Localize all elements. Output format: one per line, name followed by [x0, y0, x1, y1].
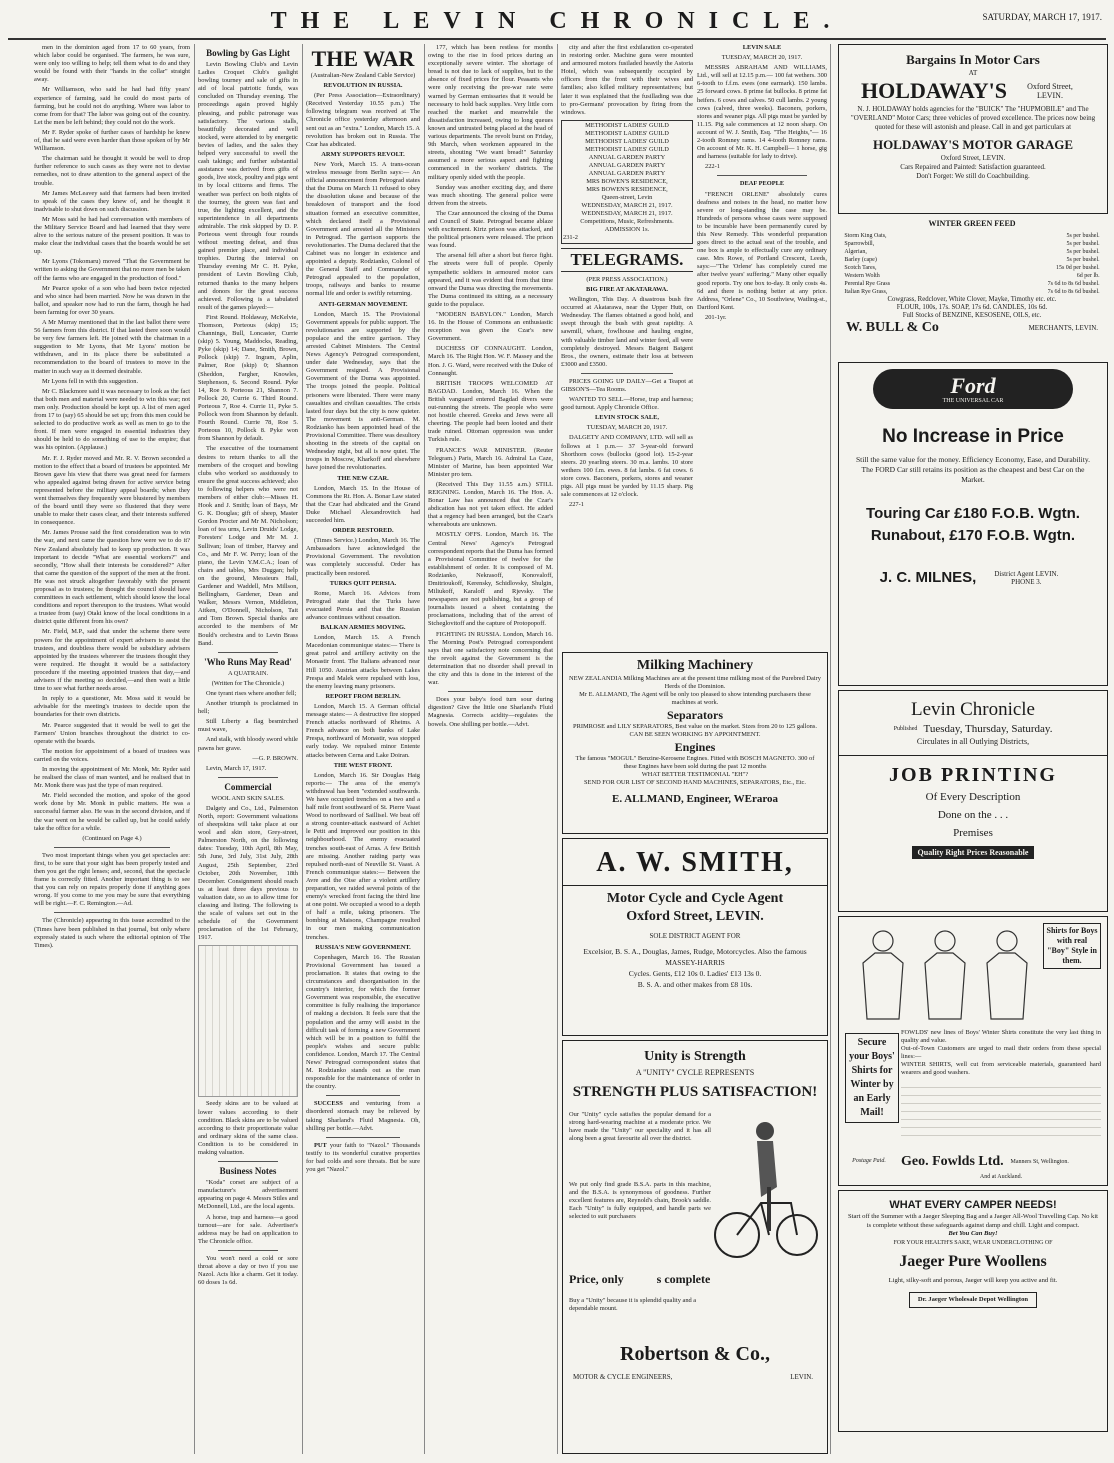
divider: [54, 847, 170, 848]
divider: [54, 912, 170, 913]
advert-lead: SUCCESS: [314, 1100, 343, 1108]
article-paragraph: city and after the first exhilaration co-operated in restoring order. Machine guns were mounted and armoured motors fusiladed heavily the Astoria Hotel, which was subsequently occupied by officers from the front with their wives and families; also killed military representatives; but later it was explained that the fusillading was due to pro-Germans' provocation by firing from the windows.: [561, 44, 693, 116]
guild-line: WEDNESDAY, MARCH 21, 1917.: [581, 201, 673, 209]
newspaper-title: THE LEVIN CHRONICLE.: [270, 8, 844, 34]
deaf-text: "FRENCH ORLENE" absolutely cures deafness and noises in the head, no matter how severe or long-standing the case may be. Hundreds of persons whose cases were supposed to be incurable have been permanently cured by this New Remedy. This wonderful preparation goes direct to the actual seat of the trouble, and one box is ample to effectually cure any ordinary case. Mrs Rowe, of Portland Crescent, Leeds, says:—"The 'Orlene' has completely cured me after twelve years' suffering." Many other equally good reports. Try one box to-day. It only costs 4s. 6d and there is nothing better at any price. Address, "Orlene" Co., 10 Southview, Watling-st., Dartford Kent.: [697, 190, 827, 311]
smith-cycles: Cycles. Gents, £12 10s 0. Ladies' £13 13s 0.: [628, 969, 762, 978]
article-paragraph: Mr. Field, M.P., said that under the scheme there were powers for the appointment of expert advisers to assist the trustees, and doubtless there would be subsidiary advisers appointed by the trustees wherever the trustees thought they were required. He thought it would be a satisfactory procedure if the meeting appointed trustees that day,—and advisers if the meeting so decided,—and then wait a little time to see what further needs arose.: [34, 628, 190, 693]
article-paragraph: A Mr Murray mentioned that in the last ballot there were 56 farmers from this district. If that lasted there soon would be very few farmers left. He joined with the chairman in a suggestion to Mr Lyons, that Mr Lyons' motion be withdrawn, and in its place there be substituted a recommendation to the board of trustees to move in the matter in such way as it deemed desirable.: [34, 319, 190, 375]
holdaway-at: AT: [968, 69, 978, 77]
article-paragraph: FRANCE'S WAR MINISTER. (Reuter Telegram.) Paris, March 16. Admiral La Caze, Minister of Marine, has been appointed War Minister pro tem.: [428, 446, 553, 478]
column-6: [697, 44, 827, 644]
feed-line: Cowgrass, Redclover, White Clover, Mayke, Timothy etc. etc.: [887, 296, 1057, 303]
article-paragraph: The chairman said he thought it would be well to drop further reference to such cases as they were not to devise remedies, not to draw attention to the general aspect of the trouble.: [34, 155, 190, 187]
smith-cycle-ad: [562, 838, 828, 1036]
divider: [448, 691, 533, 692]
war-item-text: London, March 15. A German official message states:— A destructive fire stopped French attacks northward of Rheims. A French advance on both banks of Lake Prespa, northward of Monastir, was stopped early today. We repulsed minor Entente attacks between Cerna and Lake Doiran.: [306, 702, 420, 759]
article-paragraph: Mr Moss said he had had conversation with members of the Military Service Board and had learned that they were alive to the serious nature of the present position. It was to make clear the individual cases that the boards would be set up.: [34, 215, 190, 256]
bowling-results: First Round. Holdaway, McKelvie, Thomson, Porteous (skip) 15; Channings, Bull, Loncaster, Currie (skip) 5. Young, Maddocks, Reading, Pyke (skip) 14; Dane, Smith, Brown, Pollock (skip) 7. Ingram, Aplin, Palmer, Roe (skip) 0; Shannon (Sheddon, Fargher, Knowles, Stephenson, 6. Second Round. Pyke 14, Roe 9. Porteous 21, Shannon 7. Pollock 20, Currie 6. Third Round. Porteous 7, Roe 4. Currie 11, Pyke 5. Pollock won from Shannon by default. Fourth Round. Currie 78, Roe 5. Porteous 10, Pollock 8. Pyke won from Shannon by default.: [198, 313, 298, 443]
ford-text: Still the same value for the money. Efficiency Economy, Ease, and Durability. The FORD Car still retains its position as the cheapest and best Car on the Market.: [856, 455, 1090, 484]
milking-footer: E. ALLMAND, Engineer, WEraroa: [611, 793, 779, 805]
article-paragraph: 177, which has been restless for months owing to the rise in food prices during an exceptionally severe winter. The shortage of bread is not due to lack of supplies, but to the absence of fixed prices for flour. Peasants who were only receiving the pre-war rate were warned by German emissaries that it would be necessary to hold back supplies. Very little corn reached the market and meanwhile the dissatisfaction increased, owing to long queues known and untrusted being placed at the head of various departments. The revolt burst on Friday, 9th March, when workmen appeared in the streets, shouting "We want bread!" Saturday assumed a more serious aspect and fighting commenced in the workers' districts. The military openly sided with the people.: [428, 44, 553, 181]
smith-agent: SOLE DISTRICT AGENT FOR: [649, 932, 741, 940]
article-paragraph: Mr. Pearce suggested that it would be well to get the Farmers' Union branches throughout the district to co-operate with the boards.: [34, 721, 190, 745]
war-item-heading: REPORT FROM BERLIN.: [325, 692, 401, 700]
skins-paragraph: Seedy skins are to be valued at lower values according to their condition. Black skins are to be valued according to their proportionate value and ordinary skins of the same class. Condition is to be considered in making valuation.: [198, 1100, 298, 1157]
sale-text: MESSRS ABRAHAM AND WILLIAMS, Ltd., will sell at 12.15 p.m.— 100 fat wethers. 300 6-tooth to f.f.m. ewes (one earmark). 150 lambs. 25 forward cows. 8 prime fat bullocks. 8 prime fat heifers. 6 cows and calves. 50 cull lambs. 2 young cows (calved, three weeks). Baconers, porkers, stores and weaner pigs. All pigs must be yarded by 11.15. Pig sale commences at 12 noon sharp. On account of W. J. Smith, Esq. "The Heights,"— 16 2-tooth Romney rams. 14 4-tooth Romney rams. On account of Mr. K. H. Campbell— 1 horse, gig and harness (suitable for lady to drive).: [697, 64, 827, 161]
divider: [218, 1161, 278, 1162]
column-2: [198, 44, 298, 1454]
holdaway-street: Oxford Street, LEVIN.: [1027, 82, 1073, 100]
feed-price: 7s 6d to 8s 6d bushel.: [1047, 281, 1100, 287]
fowlds-text: Out-of-Town Customers are urged to mail their orders from these special lines:—: [901, 1045, 1101, 1060]
ford-agent: J. C. MILNES,: [879, 569, 977, 586]
milking-line: NEW ZEALANDIA Milking Machines are at the present time milking most of the Purebred Dairy Herds of the Dominion.: [569, 675, 821, 690]
holdaway-garage: HOLDAWAY'S MOTOR GARAGE: [872, 137, 1074, 152]
fire-heading: BIG FIRE AT AKATARAWA.: [586, 285, 668, 293]
unity-text: We put only find grade B.S.A. parts in this machine, and the B.S.A. is synonymous of goodness. Further excellent features are, Reynold's chain, Brook's saddle. Each "Unity" is fully equipped, and handle parts we selected to suit purchasers: [569, 1181, 711, 1220]
job-line: Of Every Description: [925, 791, 1021, 803]
engines-title: Engines: [674, 740, 716, 754]
masthead-rule: [8, 38, 1106, 40]
fowlds-sub: And at Auckland.: [979, 1174, 1023, 1180]
article-paragraph: Mr. James Prouse said the first consideration was to win the war, and next came the question how were we to do it? New Zealand absolutely had to keep up production. It was important to decide "What are essential workers?" and secondly, "How shall their interests be considered?" After that came the question of the support of the men at the front. He was not struck altogether favorably with the present proposal as to trustees; he thought the council should have committees in each settlement, which should know the local conditions and report thereupon to the trustees. What would a trustee from (say) Otaki know of the local conditions in a district quite different from his own?: [34, 529, 190, 626]
war-subheading: (Australian-New Zealand Cable Service): [310, 72, 416, 79]
feed-price: 5s per bushel.: [1066, 233, 1100, 239]
jaeger-brand: Jaeger Pure Woollens: [899, 1253, 1047, 1270]
article-paragraph: Mr. F. J. Ryder moved and Mr. R. V. Brown seconded a motion to the effect that a board of trustees be appointed. Mr Brown gave his view that there was great need for farmers who appealed against being drawn for active service being represented before the military appeal boards; when they went themselves they frequently were blustered by members of the board until they were so flustered that they were unable to make their cases clear, and their interests suffered in consequence.: [34, 454, 190, 527]
feed-heading: WINTER GREEN FEED: [928, 219, 1016, 228]
article-paragraph: MOSTLY OFFS. London, March 16. The Central News' Agency's Petrograd correspondent reports that the Duma has formed a Provisional Committee of twelve for the establishment of order. It is composed of M. Rodzianko, Nekrasoff, Konovaloff, Dmitrioukoff, Kerensky, Schidlovsky, Shulgin, Miliukoff, Karaloff and Rjevsky. The newspapers are not publishing, but a group of journalists issued a sheet containing the proclamations, including that of the arrest of Stcheglovitoff and the capture of Protopopoff.: [428, 531, 553, 628]
guild-line: MRS BOWEN'S RESIDENCE,: [586, 185, 668, 193]
business-paragraph: "Koda" corset are subject of a manufacturer's advertisement appearing on page 4. Messrs Stiles and McDonnell, Ltd., are the local agents.: [198, 1179, 298, 1211]
commercial-paragraph: Dalgety and Co., Ltd., Palmerston North, report: Government valuations of sheepskins will take place at our wool and skin store, Grey-street, Palmerston North, on the following dates: Tuesday, 10th April, 8th May, 5th June, 3rd July, 31st July, 28th August, 25th September, 23rd October, 20th November, 18th December. Consignment should reach us at least three days previous to valuation date, so as to allow time for classing and listing. The following is the scale of values set out in the schedule of the Government proclamation of the 1st February, 1917.: [198, 804, 298, 942]
milking-title: Milking Machinery: [636, 658, 754, 673]
poem-subtitle: A QUATRAIN.: [227, 669, 269, 677]
article-paragraph: Mr James McLeavey said that farmers had been invited to speak of the cases they knew of, and he thought it inadvisable to shut down on such discussion.: [34, 189, 190, 213]
fowlds-size-table: [901, 1080, 1101, 1142]
holdaway-motor-ad: [838, 44, 1108, 214]
fowlds-secure: Secure your Boys' Shirts for Winter by an Early Mail!: [845, 1033, 899, 1123]
camper-small: Light, silky-soft and porous, Jaeger will keep you active and fit.: [888, 1277, 1058, 1284]
divider: [717, 175, 807, 176]
article-paragraph: men in the dominion aged from 17 to 60 years, from which labor could be organised. The farmers, he was sure, were only too willing to help; tell them what to do and they would be found with their "hands in the collar" straight away.: [34, 44, 190, 84]
jaeger-depot: Dr. Jaeger Wholesale Depot Wellington: [909, 1292, 1037, 1309]
poem-line: One tyrant rises where another fell;: [206, 689, 297, 697]
war-item-text: London, March 16. Sir Douglas Haig reports:— The area of the enemy's withdrawal has been "extended southwards. We have occupied trenches on a two and a half mile front southward of St. Pierre Vaast Wood to northward of Saillisel. We beat off a strong counter-attack eastward of Achiet le Petit and improved our position in this neighbourhood. The enemy evacuated trenches south-east of Arras. A few British are missing. Another raiding party was repulsed north-east of Neuville St. Vaast. A French communique states:— Between the Avre and the Oise after a violent artillery preparation, we raided several points of the enemy's wrecked front facing the third line at one point. We occupied a wood to a depth of half a mile, taking prisoners. The bombing at Maisons, Champagne resulted in our men making communication trenches.: [306, 771, 420, 941]
divider: [326, 1095, 400, 1096]
camper-headline: WHAT EVERY CAMPER NEEDS!: [889, 1199, 1057, 1211]
ford-logo: [873, 369, 1073, 409]
guild-line: METHODIST LADIES' GUILD: [585, 121, 669, 129]
guild-line: ANNUAL GARDEN PARTY: [588, 161, 666, 169]
war-heading: THE WAR: [311, 46, 415, 71]
smith-brands: Excelsior, B. S. A., Douglas, James, Rudge, Motorcycles. Also the famous MASSEY-HARRIS: [583, 947, 807, 967]
job-quality: Quality Right Prices Reasonable: [912, 846, 1035, 859]
article-paragraph: (Received This Day 11.55 a.m.) STILL REIGNING. London, March 16. The Hon. A. Bonar Law has announced that the Czar's abdication has not yet taken effect. He added that a regency had been arranged, but the Czar's whereabouts are unknown.: [428, 480, 553, 529]
milking-machinery-ad: [562, 652, 828, 834]
fowlds-text: FOWLDS' new lines of Boys' Winter Shirts constitute the very last thing in quality and value.: [901, 1029, 1101, 1044]
war-item-text: London, March 15. A French Macedonian communique states:— There is great patrol and artillery activity on the Monastir front. The Italians advanced near Hill 1050. Austrian attacks between Lakes Prespa and Malek were repulsed with loss, the enemy leaving many prisoners.: [306, 634, 420, 690]
war-item-heading: ARMY SUPPORTS REVOLT.: [321, 150, 405, 158]
business-heading: Business Notes: [219, 1166, 277, 1177]
poem-heading: 'Who Runs May Read': [204, 656, 292, 667]
guild-line: Queen-street, Levin: [601, 193, 653, 201]
stock-sale-date: TUESDAY, MARCH 20, 1917.: [586, 424, 668, 432]
unity-cycle-ad: [562, 1040, 828, 1454]
article-paragraph: Mr Lyons (Tokomaru) moved "That the Government be written to asking the Government that no more men be taken off the farms who are engaged in the production of food.": [34, 258, 190, 282]
separators-line: CAN BE SEEN WORKING BY APPOINTMENT.: [629, 731, 761, 738]
camper-text: Start off the Summer with a Jaeger Sleeping Bag and a Jaeger All-Wool Travelling Cap. No kit is complete without these safeguards against damp and chill. Light and compact.: [847, 1213, 1099, 1229]
feed-price: 6d per lb.: [1076, 273, 1100, 279]
article-paragraph: DUCHESS OF CONNAUGHT. London, March 16. The Right Hon. W. F. Massey and the Hon. J. G. Ward, were received with the Duke of Connaught.: [428, 345, 553, 377]
article-paragraph: Mr Lyons fell in with this suggestion.: [42, 377, 139, 385]
guild-ref: 231-2: [563, 233, 578, 241]
war-item-heading: BALKAN ARMIES MOVING.: [320, 624, 406, 632]
unity-buy: Buy a "Unity" because it is splendid quality and a dependable mount.: [569, 1297, 697, 1312]
sale-heading: LEVIN SALE: [742, 44, 782, 51]
guild-notice: [561, 120, 693, 244]
poem-author: —G. P. BROWN.: [252, 754, 298, 762]
holdaway-garage-address: Oxford Street, LEVIN.: [940, 154, 1006, 162]
sale-date: TUESDAY, MARCH 20, 1917.: [721, 54, 803, 62]
ford-runabout: Runabout, £170 F.O.B. Wgtn.: [870, 527, 1076, 544]
guild-line: WEDNESDAY, MARCH 21, 1917.: [581, 209, 673, 217]
ford-logo-sub: THE UNIVERSAL CAR: [942, 398, 1004, 404]
smith-line: Oxford Street, LEVIN.: [626, 909, 764, 924]
feed-price: 5s per bushel.: [1066, 249, 1100, 255]
column-1: [34, 44, 190, 1454]
camper-bet: Bet You Can Buy!: [948, 1230, 998, 1237]
ford-logo-text: Ford: [950, 373, 996, 398]
holdaway-repair: Cars Repaired and Painted: Satisfaction guaranteed.: [900, 163, 1046, 171]
war-item-heading: RUSSIA'S NEW GOVERNMENT.: [315, 943, 411, 951]
smith-name: A. W. SMITH,: [596, 847, 794, 878]
engines-line: The famous "MOGUL" Benzine-Kerosene Engines. Fitted with BOSCH MAGNETO. 300 of these Engines have been sold during the past 12 months: [575, 755, 815, 770]
job-printing: JOB PRINTING: [889, 764, 1057, 786]
winter-feed-ad: [838, 216, 1106, 356]
holdaway-text: N. J. HOLDAWAY holds agencies for the "BUICK" The "HUPMOBILE" and The "OVERLAND" Motor Cars; three vehicles of proved excellence. The prices now being quoted for these will astonish and please. Call in and get particulars at: [850, 105, 1096, 131]
nazol-ad: You won't need a cold or sore throat above a day or two if you use Nazol. Acts like a charm. Get it today. 60 doses 1s 6d.: [198, 1254, 298, 1287]
separators-line: PRIMROSE and LILY SEPARATORS, Best value on the market. Sizes from 20 to 125 gallons.: [573, 723, 817, 730]
guild-line: MRS BOWEN'S RESIDENCE,: [586, 177, 668, 185]
commercial-heading: Commercial: [224, 781, 272, 792]
poem-line: And stalk, with bloody sword while pawns her grave.: [198, 736, 298, 752]
fowlds-name: Geo. Fowlds Ltd.: [901, 1154, 1004, 1169]
feed-item: Perenial Rye Grass: [844, 281, 891, 287]
telegrams-sub: (PER PRESS ASSOCIATION.): [586, 275, 668, 283]
feed-item: Storm King Oats,: [844, 233, 887, 239]
poem-byline: (Written for The Chronicle.): [211, 679, 285, 687]
advert-lead: PUT: [314, 1141, 327, 1149]
bowling-thanks: The executive of the tournament desires to return thanks to all the members of the croquet and bowling clubs who worked so assiduously to ensure the great success achieved; also to following helpers who were not members of either club:—Misses H. Hook and J. Smith; loan of Bays, Mr G. K. Douglas; gift of sheep, Master Gordon Procter and Mr M. Nicholson; loan of tea urns, Levin Druids' Lodge, Foresters' Lodge and Mr M. J. Sullivan; loan of timber, Harvey and Co., and Mr F. W. Perry; loan of the piano, the Levin Y.M.C.A.; loan of chairs and tables, Mrs Duggan; help on the ground, Messieurs Hall, Gardener and Waddell, Mrs Millson, Bellingham, Gardener, Dean and Walker, Messrs Vernon, Middleton, Aitken, O'Donnell, Nicholson, Tait and Tom Brown. Special thanks are accorded to the members of Mr Bould's orchestra and to Levin Brass Band.: [198, 445, 298, 647]
fowlds-postage: Postage Paid.: [852, 1158, 886, 1164]
chronicle-title: Levin Chronicle: [911, 699, 1035, 720]
war-item-heading: ANTI-GERMAN MOVEMENT.: [318, 300, 408, 308]
feed-item: Sparrowbill,: [844, 241, 875, 247]
feed-table: [843, 232, 1100, 296]
cyclist-illustration: [713, 1107, 819, 1267]
classified-ad: WANTED TO SELL—Horse, trap and harness; good turnout. Apply Chronicle Office.: [561, 396, 693, 412]
telegrams-heading: TELEGRAMS.: [561, 248, 693, 272]
camper-health: FOR YOUR HEALTH'S SAKE, WEAR UNDERCLOTHING OF: [893, 1239, 1053, 1246]
ford-headline: No Increase in Price: [882, 426, 1064, 447]
advert-text: and venturing from a disordered stomach may be relieved by taking Sharland's Fluid Magnesia. Oh, shilling per bottle.—Advt.: [306, 1100, 420, 1132]
smith-more: B. S. A. and other makes from £8 10s.: [637, 980, 753, 989]
stock-sale-text: DALGETY AND COMPANY, LTD. will sell as follows at 1 p.m.— 37 3-year-old forward Shorthorn cows (bullocks (good lot). 15-2-year steers. 20 yearling steers. 30 m.a. lambs. 10 store wethers 100 f.m. ewes. 8 fat lambs. 6 fat cows. 6 store cows. Baconers, porkers, stores and weaner pigs. All pigs must be yarded by 11.15 sharp. Pig sale commences at 12 o'clock.: [561, 434, 693, 499]
ford-touring: Touring Car £180 F.O.B. Wgtn.: [866, 505, 1080, 522]
deaf-ref: 201-1yr.: [705, 313, 727, 321]
chronicle-printing-ad: [838, 690, 1108, 912]
war-item-text: (Times Service.) London, March 16. The Ambassadors have acknowledged the Provisional Government. The revolution was completely successful. Order has practically been restored.: [306, 537, 420, 577]
unity-text: Our "Unity" cycle satisfies the popular demand for a strong hard-wearing machine at a moderate price. We have made the "Unity" our speciality and it has all along been a great favourite all over the district.: [569, 1111, 711, 1142]
column-divider: [302, 44, 303, 1454]
business-paragraph: A horse, trap and harness—a good turnout—are for sale. Advertiser's address may be had on application to The Chronicle office.: [198, 1213, 298, 1245]
war-item-text: (Per Press Association—Extraordinary) (Received Yesterday 10.55 p.m.) The following telegram was received at The Chronicle office yesterday afternoon and sent out as an "extra." London, March 15. A revolution has broken out in Russia. The Czar has abdicated.: [306, 92, 420, 148]
feed-price: 15s 0d per bushel.: [1055, 265, 1100, 271]
fowlds-shirts-ad: [838, 916, 1108, 1186]
divider: [581, 373, 673, 374]
bull-sub: MERCHANTS, LEVIN.: [1028, 324, 1098, 332]
commercial-subheading: WOOL AND SKIN SALES.: [211, 794, 285, 802]
feed-price: 5s per bushel.: [1066, 241, 1100, 247]
shirts-illustration: [845, 923, 1045, 1023]
milking-line: Mr E. ALLMAND, The Agent will be only too pleased to show intending purchasers these machines at work.: [579, 691, 811, 706]
war-item-text: Copenhagen, March 16. The Russian Provisional Government has issued a proclamation. It states that owing to the circumstances and disorganisation in the country's interior, for which the former Government was responsible, the executive committee is fully realising the importance of making a decision. It feels sure that the population and the army will assist in the difficult task of forming a new Government which will be in a position to fulfil the people's wishes and secure public confidence. London, March 17. The Central News' Petrograd correspondent states that M. Rodzianko stands out as the man responsible for the maintenance of order in the country.: [306, 953, 420, 1091]
classified-ad: PRICES GOING UP DAILY—Get a Teapot at GIBSON'S—Tea Rooms.: [561, 377, 693, 393]
advert-text: Does your baby's food turn sour during digestion? Give the little one Sharland's Fluid Magnesia. Corrects acidity—regulates the bowels. One shilling per bottle.—Advt.: [428, 696, 553, 728]
article-paragraph: The arsenal fell after a short but fierce fight. The streets were full of people. Openly sympathetic soldiers in armoured motor cars appeared, and it was evident that from that time onward the Duma was directing the movements. The Duma continued its sitting, as a necessary guide to the populace.: [428, 252, 553, 308]
poem-line: Still Liberty a flag besmirched must wave,: [198, 718, 298, 734]
robertson-sub: MOTOR & CYCLE ENGINEERS,: [573, 1373, 673, 1381]
poem-dateline: Levin, March 17, 1917.: [206, 764, 267, 772]
ford-agent-sub: District Agent LEVIN. PHONE 3.: [994, 569, 1059, 586]
feed-price: 5s per bushel.: [1066, 257, 1100, 263]
unity-sub: A "UNITY" CYCLE REPRESENTS: [635, 1068, 755, 1077]
divider: [218, 777, 278, 778]
article-paragraph: Mr. Field seconded the motion, and spoke of the good work done by Mr. Monk in public matters. He was a successful farmer also. He was in the second division, and if the war went on he would be called up, but he could safely take the office for a while.: [34, 792, 190, 832]
feed-item: Italian Rye Grass,: [844, 289, 888, 295]
notice-paragraph: The (Chronicle) appearing in this issue accredited to the (Times have been published in that journal, but only where expressly stated is such where the editorial opinion of The Times).: [34, 917, 190, 949]
guild-line: METHODIST LADIES' GUILD: [585, 145, 669, 153]
advertorial-paragraph: Two most important things when you get spectacles are: first, to be sure that your sight has been properly tested and then you get the right lenses; and, second, that the spectacle frame is correctly fitted. Another important thing is to see that you can rely on repairs properly done if anything goes wrong. If you come to me you may be sure that everything will be right.—F. C. Remington.—Ad.: [34, 851, 190, 908]
column-3: [306, 44, 420, 1454]
holdaway-heading: Bargains In Motor Cars: [906, 52, 1040, 67]
feed-item: Scotch Tares,: [844, 265, 877, 271]
issue-date: SATURDAY, MARCH 17, 1917.: [982, 12, 1102, 22]
feed-item: Western Wolth: [844, 273, 880, 279]
robertson-name: Robertson & Co.,: [620, 1343, 770, 1365]
fowlds-shirts-callout: Shirts for Boys with real "Boy" Style in them.: [1043, 923, 1101, 969]
war-item-heading: THE WEST FRONT.: [333, 761, 393, 769]
skin-values-table: [198, 945, 298, 1097]
article-paragraph: Sunday was another exciting day, and there was much shooting. The general police were driven from the streets.: [428, 183, 553, 207]
unity-complete: s complete: [656, 1272, 711, 1286]
feed-line: Full Stocks of BENZINE, KESOSENE, OILS, etc.: [902, 312, 1042, 319]
feed-item: Barley (cape): [844, 257, 877, 263]
engines-line: WHAT BETTER TESTIMONIAL "EH"?: [641, 771, 749, 778]
guild-line: ANNUAL GARDEN PARTY: [588, 169, 666, 177]
guild-line: METHODIST LADIES' GUILD: [585, 137, 669, 145]
holdaway-coach: Don't Forget: We still do Coachbuilding.: [916, 172, 1030, 180]
separators-title: Separators: [667, 708, 723, 722]
unity-price: Price, only: [569, 1272, 624, 1286]
engines-line: SEND FOR OUR LIST OF SECOND HAND MACHINES, SEPARATORS, Etc., Etc.: [584, 779, 806, 786]
article-paragraph: Mr Williamson, who said he had had fifty years' experience of farming, said he could do most parts of farming, but he could not do anything. Where was labor to come from for that? The labor was going out of the country. Let the men be left behind; they could not do the work.: [34, 86, 190, 126]
divider: [218, 1250, 278, 1251]
feed-price: 7s 6d to 8s 6d bushel.: [1047, 289, 1100, 295]
unity-headline: STRENGTH PLUS SATISFACTION!: [572, 1084, 818, 1100]
column-5: [561, 44, 693, 644]
job-line: Done on the . . .: [937, 809, 1009, 821]
war-item-text: London, March 15. The Provisional Government appeals for public support. The revolutionaries are supported by the populace and the entire garrison. They arrested Cabinet Ministers. The Central News Agency's Petrograd correspondent, under date Wednesday, says that the Government resigned. A Provisional Government of the Duma was appointed. The troops joined the people. Political prisoners were liberated. There were many casualties and civilian casualties. The crisis lasted four days but the city is now quieter. The movement is anti-German. M. Rodzianko has been appointed head of the Provisional Committee. There was desultory shooting in the streets of the capital on Wednesday night, but all is now quiet. The troops in Moscow, Kharkoff and elsewhere have joined the revolutionaries.: [306, 310, 420, 472]
masthead: [0, 0, 1114, 40]
bowling-heading: Bowling by Gas Light: [206, 48, 290, 58]
article-paragraph: FIGHTING IN RUSSIA. London, March 16. The Morning Post's Petrograd correspondent says that one satisfactory note concerning that the revolt against the Government is the determination that no disorder shall prevail in the city and this is done in the interest of the war.: [428, 630, 553, 687]
column-divider: [830, 44, 831, 1454]
war-item-heading: ORDER RESTORED.: [332, 527, 394, 535]
stock-sale-ref: 227-1: [569, 501, 584, 509]
bull-name: W. BULL & Co: [846, 320, 939, 335]
guild-line: METHODIST LADIES' GUILD: [585, 129, 669, 137]
smith-line: Motor Cycle and Cycle Agent: [606, 891, 784, 906]
job-line: Premises: [953, 827, 993, 839]
sale-ref: 222-1: [705, 163, 720, 171]
chronicle-days: Tuesday, Thursday, Saturday.: [923, 723, 1053, 735]
holdaway-name: HOLDAWAY'S: [861, 78, 1007, 103]
article-paragraph: The motion for appointment of a board of trustees was carried on the voices.: [34, 747, 190, 763]
article-paragraph: BRITISH TROOPS WELCOMED AT BAGDAD. London, March 16. When the British vanguard entered Bagdad divers were out-running the streets. The people who were not hostile cheered. Greeks and Jews were all cheering. The people had been looted and their trade ruined. Ottoman oppression was under Turkish rule.: [428, 379, 553, 444]
war-item-heading: REVOLUTION IN RUSSIA.: [323, 82, 403, 90]
continued-note: (Continued on Page 4.): [82, 834, 142, 842]
divider: [326, 1137, 400, 1138]
fowlds-text: WINTER SHIRTS, well cut from serviceable materials, guaranteed hard wearers and good washers.: [901, 1061, 1101, 1076]
fire-paragraph: Wellington, This Day. A disastrous bush fire occurred at Akatarawa, near the Upper Hutt, on Wednesday. The flames obtained a good hold, and swept through the bush with great rapidity. A sawmill, whare, fowlhouse and hauling engine, with valuable timber land and winter feed, all were completely destroyed. Messrs Baigent Baigent Bros., the owners, estimate their loss at between £3000 and £3500.: [561, 296, 693, 368]
chronicle-published: Published: [893, 726, 918, 732]
war-item-text: Rome, March 16. Advices from Petrograd state that the Turks have evacuated Persia and that the Russian advance continues without cessation.: [306, 589, 420, 621]
article-paragraph: Mr Pearce spoke of a son who had been twice rejected and who since had been married. Now he was drawn in the ballot, and speaker now had to run the farm, though he had been farming for over 30 years.: [34, 284, 190, 316]
war-item-text: New York, March 15. A trans-ocean wireless message from Berlin says:— An official announcement from Petrograd states that the Duma on March 11 refused to obey the dissolution ukase and because of the breakdown of transport and the food situation formed an executive committee, which declared itself a Provisional Government and arrested all the Ministers in Petrograd. The garrison supports the revolutionaries. The Duma declared that the Cabinet was no longer in existence and appointed a deputy. Rodzianko, Colonel of the General Staff and Commander of Petrograd appealed to the population, troops, railways and banks to resume normal life and order is swiftly returning.: [306, 160, 420, 298]
column-divider: [194, 44, 195, 1454]
chronicle-circulates: Circulates in all Outlying Districts,: [916, 737, 1030, 746]
poem-line: Another triumph is proclaimed in hell;: [198, 700, 298, 716]
article-paragraph: In reply to a questioner, Mr. Moss said it would be advisable for the meeting's trustees to decide upon the boundaries for their own districts.: [34, 695, 190, 719]
deaf-heading: DEAF PEOPLE: [739, 180, 785, 188]
war-item-heading: TURKS QUIT PERSIA.: [329, 579, 397, 587]
divider: [218, 652, 278, 653]
guild-line: ADMISSION 1s.: [604, 225, 650, 233]
article-paragraph: Mr F. Ryder spoke of further cases of hardship he knew of, that he said were even harder than those spoken of by Mr Williamson.: [34, 128, 190, 153]
article-paragraph: "MODERN BABYLON." London, March 16. In the House of Commons an enthusiastic reception was given the Czar's new Government.: [428, 311, 553, 343]
advert-text: your faith to "Nazol." Thousands testify to its wonderful curative properties for bad colds and sore throats. But be sure you get "Nazol.": [306, 1141, 420, 1173]
article-paragraph: The Czar announced the closing of the Duma and Council of State. Petrograd became ablaze with excitement. Kirtz prison was attacked, and the political prisoners were released. The prison was found.: [428, 209, 553, 250]
feed-line: FLOUR, 100s, 17s. SOAP, 17s 6d. CANDLES, 10s 6d.: [896, 304, 1048, 311]
column-divider: [557, 44, 558, 1454]
jaeger-camper-ad: [838, 1190, 1108, 1432]
fowlds-address: Manners St, Wellington.: [1010, 1159, 1069, 1165]
guild-line: ANNUAL GARDEN PARTY: [588, 153, 666, 161]
column-4: [428, 44, 553, 1454]
war-item-heading: THE NEW CZAR.: [337, 474, 389, 482]
war-item-text: London, March 15. In the House of Commons the Rt. Hon. A. Bonar Law stated that the Czar had abdicated and the Grand Duke Michael Alexandrovitch had succeeded him.: [306, 484, 420, 524]
stock-sale-heading: LEVIN STOCK SALE,: [595, 414, 659, 422]
guild-line: Competitions, Music, Refreshments.: [580, 217, 674, 225]
ford-ad: [838, 362, 1108, 686]
unity-title: Unity is Strength: [644, 1049, 746, 1064]
feed-item: Algerian,: [844, 249, 867, 255]
article-paragraph: Mr C. Blackmore said it was necessary to look as the fact that both men and material were needed to win this war; not men only. Production should be kept up. A list of men aged from 17 to (say) 65 should be set up; from this men could be selected to do productive work as well as men to go to the front. If men were engaged in essential industries they should be held to do something of use to the empire; that was his opinion. (Applause.): [34, 387, 190, 452]
bowling-paragraph: Levin Bowling Club's and Levin Ladies Croquet Club's gaslight bowling tourney and sale of gifts in aid of local patriotic funds, was concluded on Thursday evening. The proceedings again proved highly pleasing, and public patronage was satisfactory. The various stalls, beautifully decorated and well stocked, were attended to by energetic bevies of ladies, and the sales they helped very successful to swell the cash takings; and further substantial assistance was derived from gifts of goods, live stock, poultry and pigs sent in by local citizens and firms. The weather was perfect on both nights of the tourney, the green was fast and true, the lighting excellent, and the superintendence in all departments admirable. The rink skipped by D. P. Porteous went through four rounds without meeting defeat, and thus gained premier place, and individual trophies. During the interval on Thursday evening Mr C. H. Pyke, president of Levin Bowling Club, returned thanks to the many helpers and donors for the great success achieved. Following is a tabulated result of the games played:—: [198, 61, 298, 311]
robertson-town: LEVIN.: [790, 1373, 813, 1381]
column-divider: [424, 44, 425, 1454]
article-paragraph: In moving the appointment of Mr. Monk, Mr. Ryder said he realised the class of man wanted, and he realised that in Mr. Monk there was just the type of man required.: [34, 765, 190, 790]
